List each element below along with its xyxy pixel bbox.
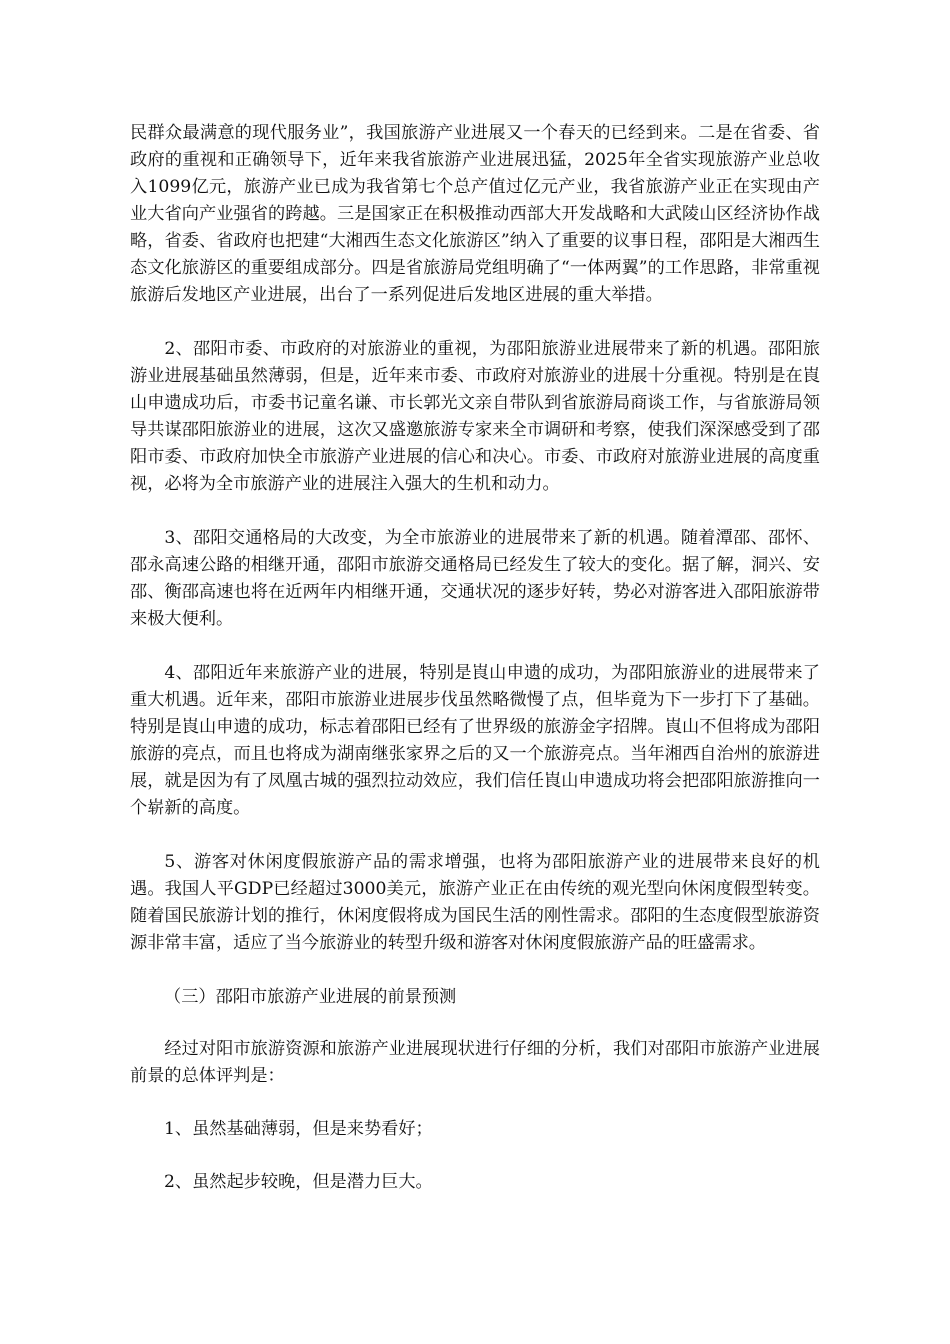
paragraph-point-5: 5、游客对休闲度假旅游产品的需求增强，也将为邵阳旅游产业的进展带来良好的机遇。我国人平GDP已经超过3000美元，旅游产业正在由传统的观光型向休闲度假型转变。随着国民旅游计划的推行，休闲度假将成为国民生活的刚性需求。邵阳的生态度假型旅游资源非常丰富，适应了当今旅游业的转型升级和游客对休闲度假旅游产品的旺盛需求。: [130, 852, 820, 953]
list-item: 1、虽然基础薄弱，但是来势看好；: [164, 1119, 433, 1139]
paragraph-point-2: 2、邵阳市委、市政府的对旅游业的重视，为邵阳旅游业进展带来了新的机遇。邵阳旅游业进展基础虽然薄弱，但是，近年来市委、市政府对旅游业的进展十分重视。特别是在崀山申遗成功后，市委书记童名谦、市长郭光文亲自带队到省旅游局商谈工作，与省旅游局领导共谋邵阳旅游业的进展，这次又盛邀旅游专家来全市调研和考察，使我们深深感受到了邵阳市委、市政府加快全市旅游产业进展的信心和决心。市委、市政府对旅游业进展的高度重视，必将为全市旅游产业的进展注入强大的生机和动力。: [130, 339, 820, 494]
document-page: [130, 120, 820, 1196]
paragraph-point-4: 4、邵阳近年来旅游产业的进展，特别是崀山申遗的成功，为邵阳旅游业的进展带来了重大机遇。近年来，邵阳市旅游业进展步伐虽然略微慢了点，但毕竟为下一步打下了基础。特别是崀山申遗的成功，标志着邵阳已经有了世界级的旅游金字招牌。崀山不但将成为邵阳旅游的亮点，而且也将成为湖南继张家界之后的又一个旅游亮点。当年湘西自治州的旅游进展，就是因为有了凤凰古城的强烈拉动效应，我们信任崀山申遗成功将会把邵阳旅游推向一个崭新的高度。: [130, 663, 820, 818]
list-item: 2、虽然起步较晚，但是潜力巨大。: [164, 1172, 433, 1192]
section-heading: （三）邵阳市旅游产业进展的前景预测: [164, 987, 457, 1007]
paragraph-continued: 民群众最满意的现代服务业”，我国旅游产业进展又一个春天的已经到来。二是在省委、省政府的重视和正确领导下，近年来我省旅游产业进展迅猛，2025年全省实现旅游产业总收入1099亿元，旅游产业已成为我省第七个总产值过亿元产业，我省旅游产业正在实现由产业大省向产业强省的跨越。三是国家正在积极推动西部大开发战略和大武陵山区经济协作战略，省委、省政府也把建“大湘西生态文化旅游区”纳入了重要的议事日程，邵阳是大湘西生态文化旅游区的重要组成部分。四是省旅游局党组明确了“一体两翼”的工作思路，非常重视旅游后发地区产业进展，出台了一系列促进后发地区进展的重大举措。: [130, 123, 820, 305]
paragraph-point-3: 3、邵阳交通格局的大改变，为全市旅游业的进展带来了新的机遇。随着潭邵、邵怀、邵永高速公路的相继开通，邵阳市旅游交通格局已经发生了较大的变化。据了解，洞兴、安邵、衡邵高速也将在近两年内相继开通，交通状况的逐步好转，势必对游客进入邵阳旅游带来极大便利。: [130, 528, 820, 629]
paragraph-intro: 经过对阳市旅游资源和旅游产业进展现状进行仔细的分析，我们对邵阳市旅游产业进展前景的总体评判是：: [130, 1039, 820, 1086]
